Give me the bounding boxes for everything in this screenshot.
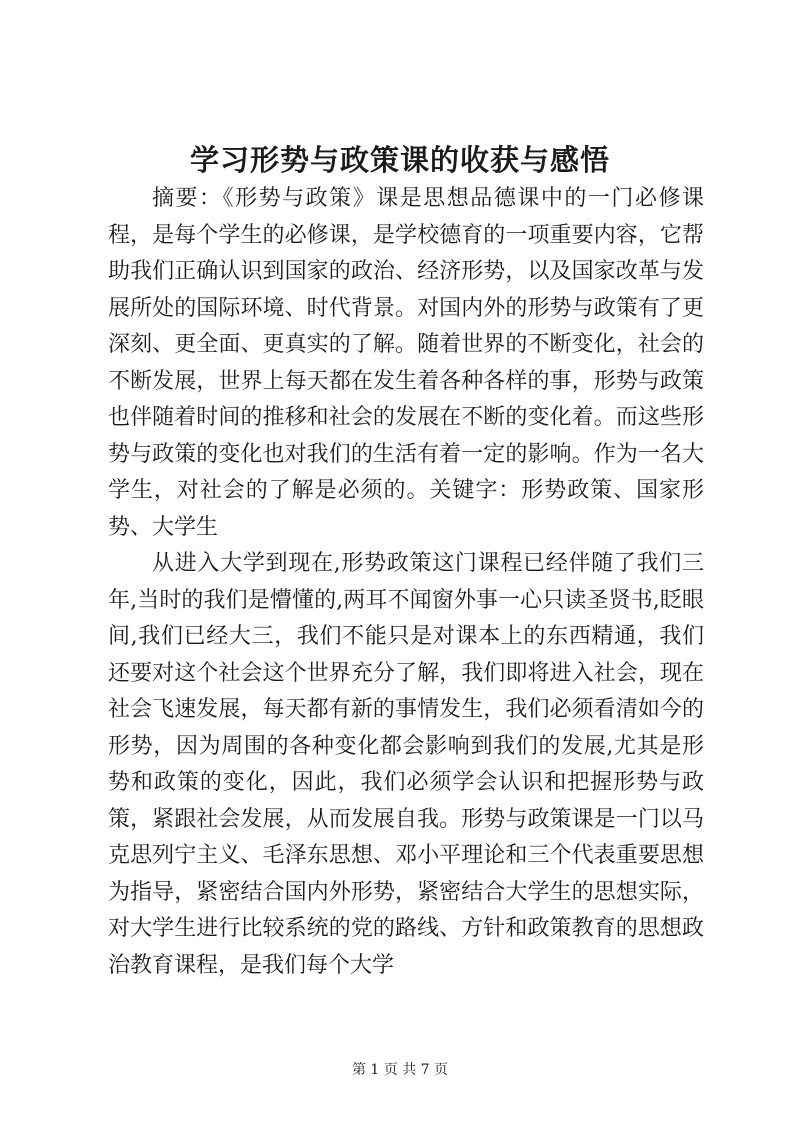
body-paragraph: 从进入大学到现在,形势政策这门课程已经伴随了我们三年,当时的我们是懵懂的,两耳不闻窗外事一心只读圣贤书,眨眼间,我们已经大三，我们不能只是对课本上的东西精通，我们还要对这个社会这个世界充分了解，我们即将进入社会，现在社会飞速发展，每天都有新的事情发生，我们必须看清如今的形势，因为周围的各种变化都会影响到我们的发展,尤其是形势和政策的变化，因此，我们必须学会认识和把握形势与政策，紧跟社会发展，从而发展自我。形势与政策课是一门以马克思列宁主义、毛泽东思想、邓小平理论和三个代表重要思想为指导，紧密结合国内外形势，紧密结合大学生的思想实际，对大学生进行比较系统的党的路线、方针和政策教育的思想政治教育课程，是我们每个大学 (108, 551, 704, 978)
abstract-paragraph: 摘要：《形势与政策》课是思想品德课中的一门必修课程，是每个学生的必修课，是学校德育的一项重要内容，它帮助我们正确认识到国家的政治、经济形势，以及国家改革与发展所处的国际环境、时代背景。对国内外的形势与政策有了更深刻、更全面、更真实的了解。随着世界的不断变化，社会的不断发展，世界上每天都在发生着各种各样的事，形势与政策也伴随着时间的推移和社会的发展在不断的变化着。而这些形势与政策的变化也对我们的生活有着一定的影响。作为一名大学生，对社会的了解是必须的。关键字：形势政策、国家形势、大学生 (108, 186, 704, 540)
page-number: 第 1 页 共 7 页 (351, 1062, 449, 1078)
document-body (108, 181, 704, 984)
document-title: 学习形势与政策课的收获与感悟 (189, 143, 610, 177)
